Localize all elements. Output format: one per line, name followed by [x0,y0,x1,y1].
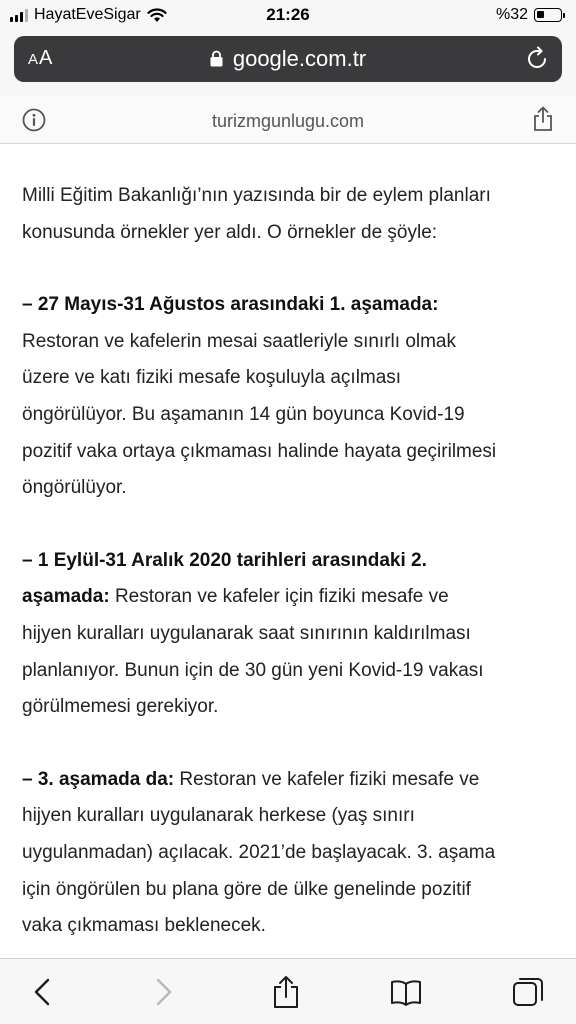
intro-line: Milli Eğitim Bakanlığı’nın yazısında bir de eylem planları [22,185,491,206]
section-3-line: hijyen kuralları uygulanarak herkese (yaş sınırı [22,805,415,827]
section-2-heading-cont: aşamada: [22,586,110,608]
section-3-line: vaka çıkmaması beklenecek. [22,915,266,937]
address-field[interactable] [14,46,562,72]
section-3-line: Restoran ve kafeler fiziki mesafe ve [174,768,480,790]
status-time: 21:26 [266,5,310,24]
section-1-line: üzere ve katı fiziki mesafe koşuluyla açılması [22,367,402,389]
bookmarks-icon[interactable] [389,975,423,1009]
address-bar[interactable] [14,36,562,82]
section-3-line: için öngörülen bu plana göre de ülke genelinde pozitif [22,878,471,900]
section-1-line: pozitif vaka ortaya çıkmaması halinde hayata geçirilmesi [22,440,497,462]
section-1-heading: – 27 Mayıs-31 Ağustos arasındaki 1. aşamada: [22,294,439,316]
bottom-toolbar [0,958,576,1024]
battery-percentage: %32 [495,6,528,23]
section-2-line: görülmemesi gerekiyor. [22,696,219,718]
battery-icon [534,8,562,22]
section-1-line: Restoran ve kafelerin mesai saatleriyle sınırlı olmak [22,330,457,352]
carrier-name: HayatEveSigar [34,6,141,23]
intro-line: konusunda örnekler yer aldı. O örnekler de şöyle: [22,221,438,243]
tabs-icon[interactable] [511,975,545,1009]
share-icon[interactable] [269,975,303,1009]
section-2-line: hijyen kuralları uygulanarak saat sınırının kaldırılması [22,622,471,644]
section-2-line: Restoran ve kafeler için fiziki mesafe ve [109,586,449,608]
url-text: google.com.tr [232,46,367,71]
back-icon[interactable] [26,975,60,1009]
share-icon[interactable] [532,106,554,132]
section-3-heading: – 3. aşamada da: [22,768,175,790]
lock-icon [210,50,223,67]
article-body [22,178,562,945]
section-3-line: uygulanmadan) açılacak. 2021’de başlayacak. 3. aşama [22,841,496,863]
text-size-button[interactable]: AA [28,47,54,69]
section-1-line: öngörülüyor. [22,477,127,499]
site-domain[interactable]: turizmgunlugu.com [211,111,365,131]
reload-icon[interactable] [524,46,550,72]
site-info-bar [0,96,576,144]
forward-icon[interactable] [146,975,180,1009]
section-1-line: öngörülüyor. Bu aşamanın 14 gün boyunca Kovid-19 [22,403,465,425]
status-bar [0,0,576,32]
battery-level-fill [537,11,544,18]
section-2-heading: – 1 Eylül-31 Aralık 2020 tarihleri arasındaki 2. [22,549,427,571]
browser-top-chrome [0,0,576,96]
section-2-line: planlanıyor. Bunun için de 30 gün yeni Kovid-19 vakası [22,659,484,681]
